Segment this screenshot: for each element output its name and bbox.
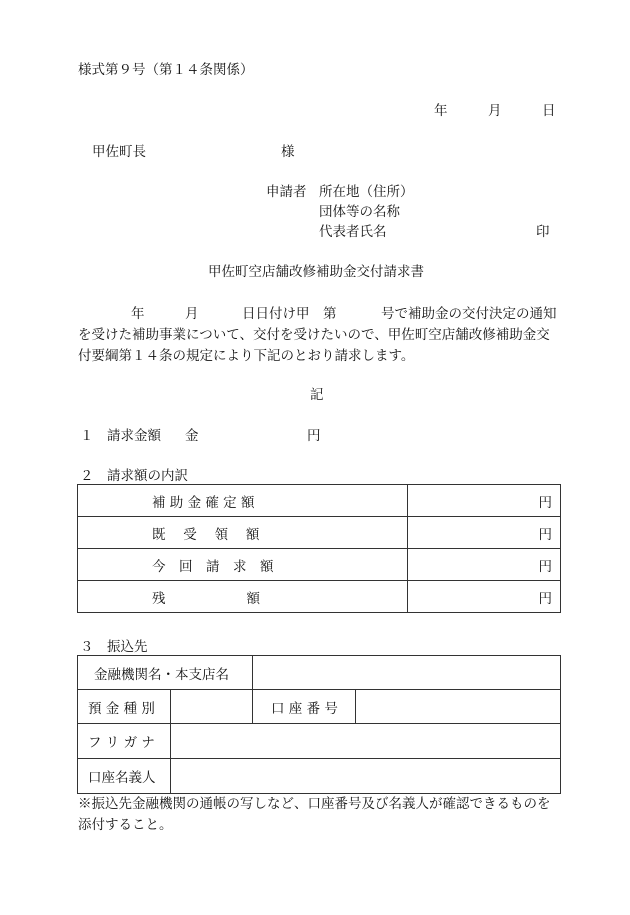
body-line-3: 付要綱第１４条の規定により下記のとおり請求します。 [78, 348, 415, 364]
date-year-label: 年 [434, 103, 448, 119]
body-month: 月 [185, 306, 199, 322]
item1-kin: 金 [185, 428, 199, 444]
ki-heading: 記 [310, 387, 324, 403]
account-holder-label: 口座名義人 [78, 759, 171, 794]
table-row [78, 724, 561, 759]
deposit-type-label: 預 金 種 別 [78, 690, 171, 724]
furigana-label: フ リ ガ ナ [78, 724, 171, 759]
table-row [78, 517, 561, 549]
item1-yen: 円 [307, 428, 321, 444]
breakdown-label: 今 回 請 求 額 [78, 549, 408, 581]
breakdown-amount-cell[interactable]: 円 [408, 549, 561, 581]
breakdown-label: 残 額 [78, 581, 408, 613]
breakdown-amount-cell[interactable]: 円 [408, 485, 561, 517]
body-number: 号で補助金の交付決定の通知 [381, 306, 557, 322]
table-row [78, 549, 561, 581]
applicant-org-label: 団体等の名称 [319, 204, 400, 220]
body-line-2: を受けた補助事業について、交付を受けたいので、甲佐町空店舗改修補助金交 [78, 327, 550, 343]
table-row [78, 581, 561, 613]
table-row [78, 656, 561, 690]
date-month-label: 月 [488, 103, 502, 119]
document-title: 甲佐町空店舗改修補助金交付請求書 [208, 264, 424, 280]
note-line-2: 添付すること。 [78, 817, 173, 833]
note-line-1: ※振込先金融機関の通帳の写しなど、口座番号及び名義人が確認できるものを [78, 796, 551, 812]
applicant-rep-label: 代表者氏名 [319, 224, 387, 240]
breakdown-amount-cell[interactable]: 円 [408, 517, 561, 549]
bank-input-cell[interactable] [253, 656, 561, 690]
addressee-honorific: 様 [281, 144, 295, 160]
table-row [78, 690, 561, 724]
body-year: 年 [131, 306, 145, 322]
deposit-type-input-cell[interactable] [171, 690, 253, 724]
breakdown-table [77, 484, 561, 613]
bank-label: 金融機関名・本支店名 [78, 656, 253, 690]
applicant-address-label: 所在地（住所） [319, 184, 414, 200]
form-number: 様式第９号（第１４条関係） [78, 62, 254, 78]
furigana-input-cell[interactable] [171, 724, 561, 759]
item2-label: ２ 請求額の内訳 [80, 468, 188, 484]
seal-mark: 印 [536, 224, 550, 240]
date-day-label: 日 [542, 103, 556, 119]
transfer-table [77, 655, 561, 794]
breakdown-label: 補 助 金 確 定 額 [78, 485, 408, 517]
addressee-name: 甲佐町長 [92, 144, 146, 160]
applicant-label: 申請者 [266, 184, 307, 200]
account-number-input-cell[interactable] [356, 690, 561, 724]
account-holder-input-cell[interactable] [171, 759, 561, 794]
item3-label: ３ 振込先 [80, 639, 148, 655]
breakdown-label: 既 受 領 額 [78, 517, 408, 549]
table-row [78, 759, 561, 794]
breakdown-amount-cell[interactable]: 円 [408, 581, 561, 613]
item1-label: １ 請求金額 [80, 428, 161, 444]
account-number-label: 口 座 番 号 [253, 690, 356, 724]
body-date-ref: 日日付け甲 第 [242, 306, 337, 322]
table-row [78, 485, 561, 517]
